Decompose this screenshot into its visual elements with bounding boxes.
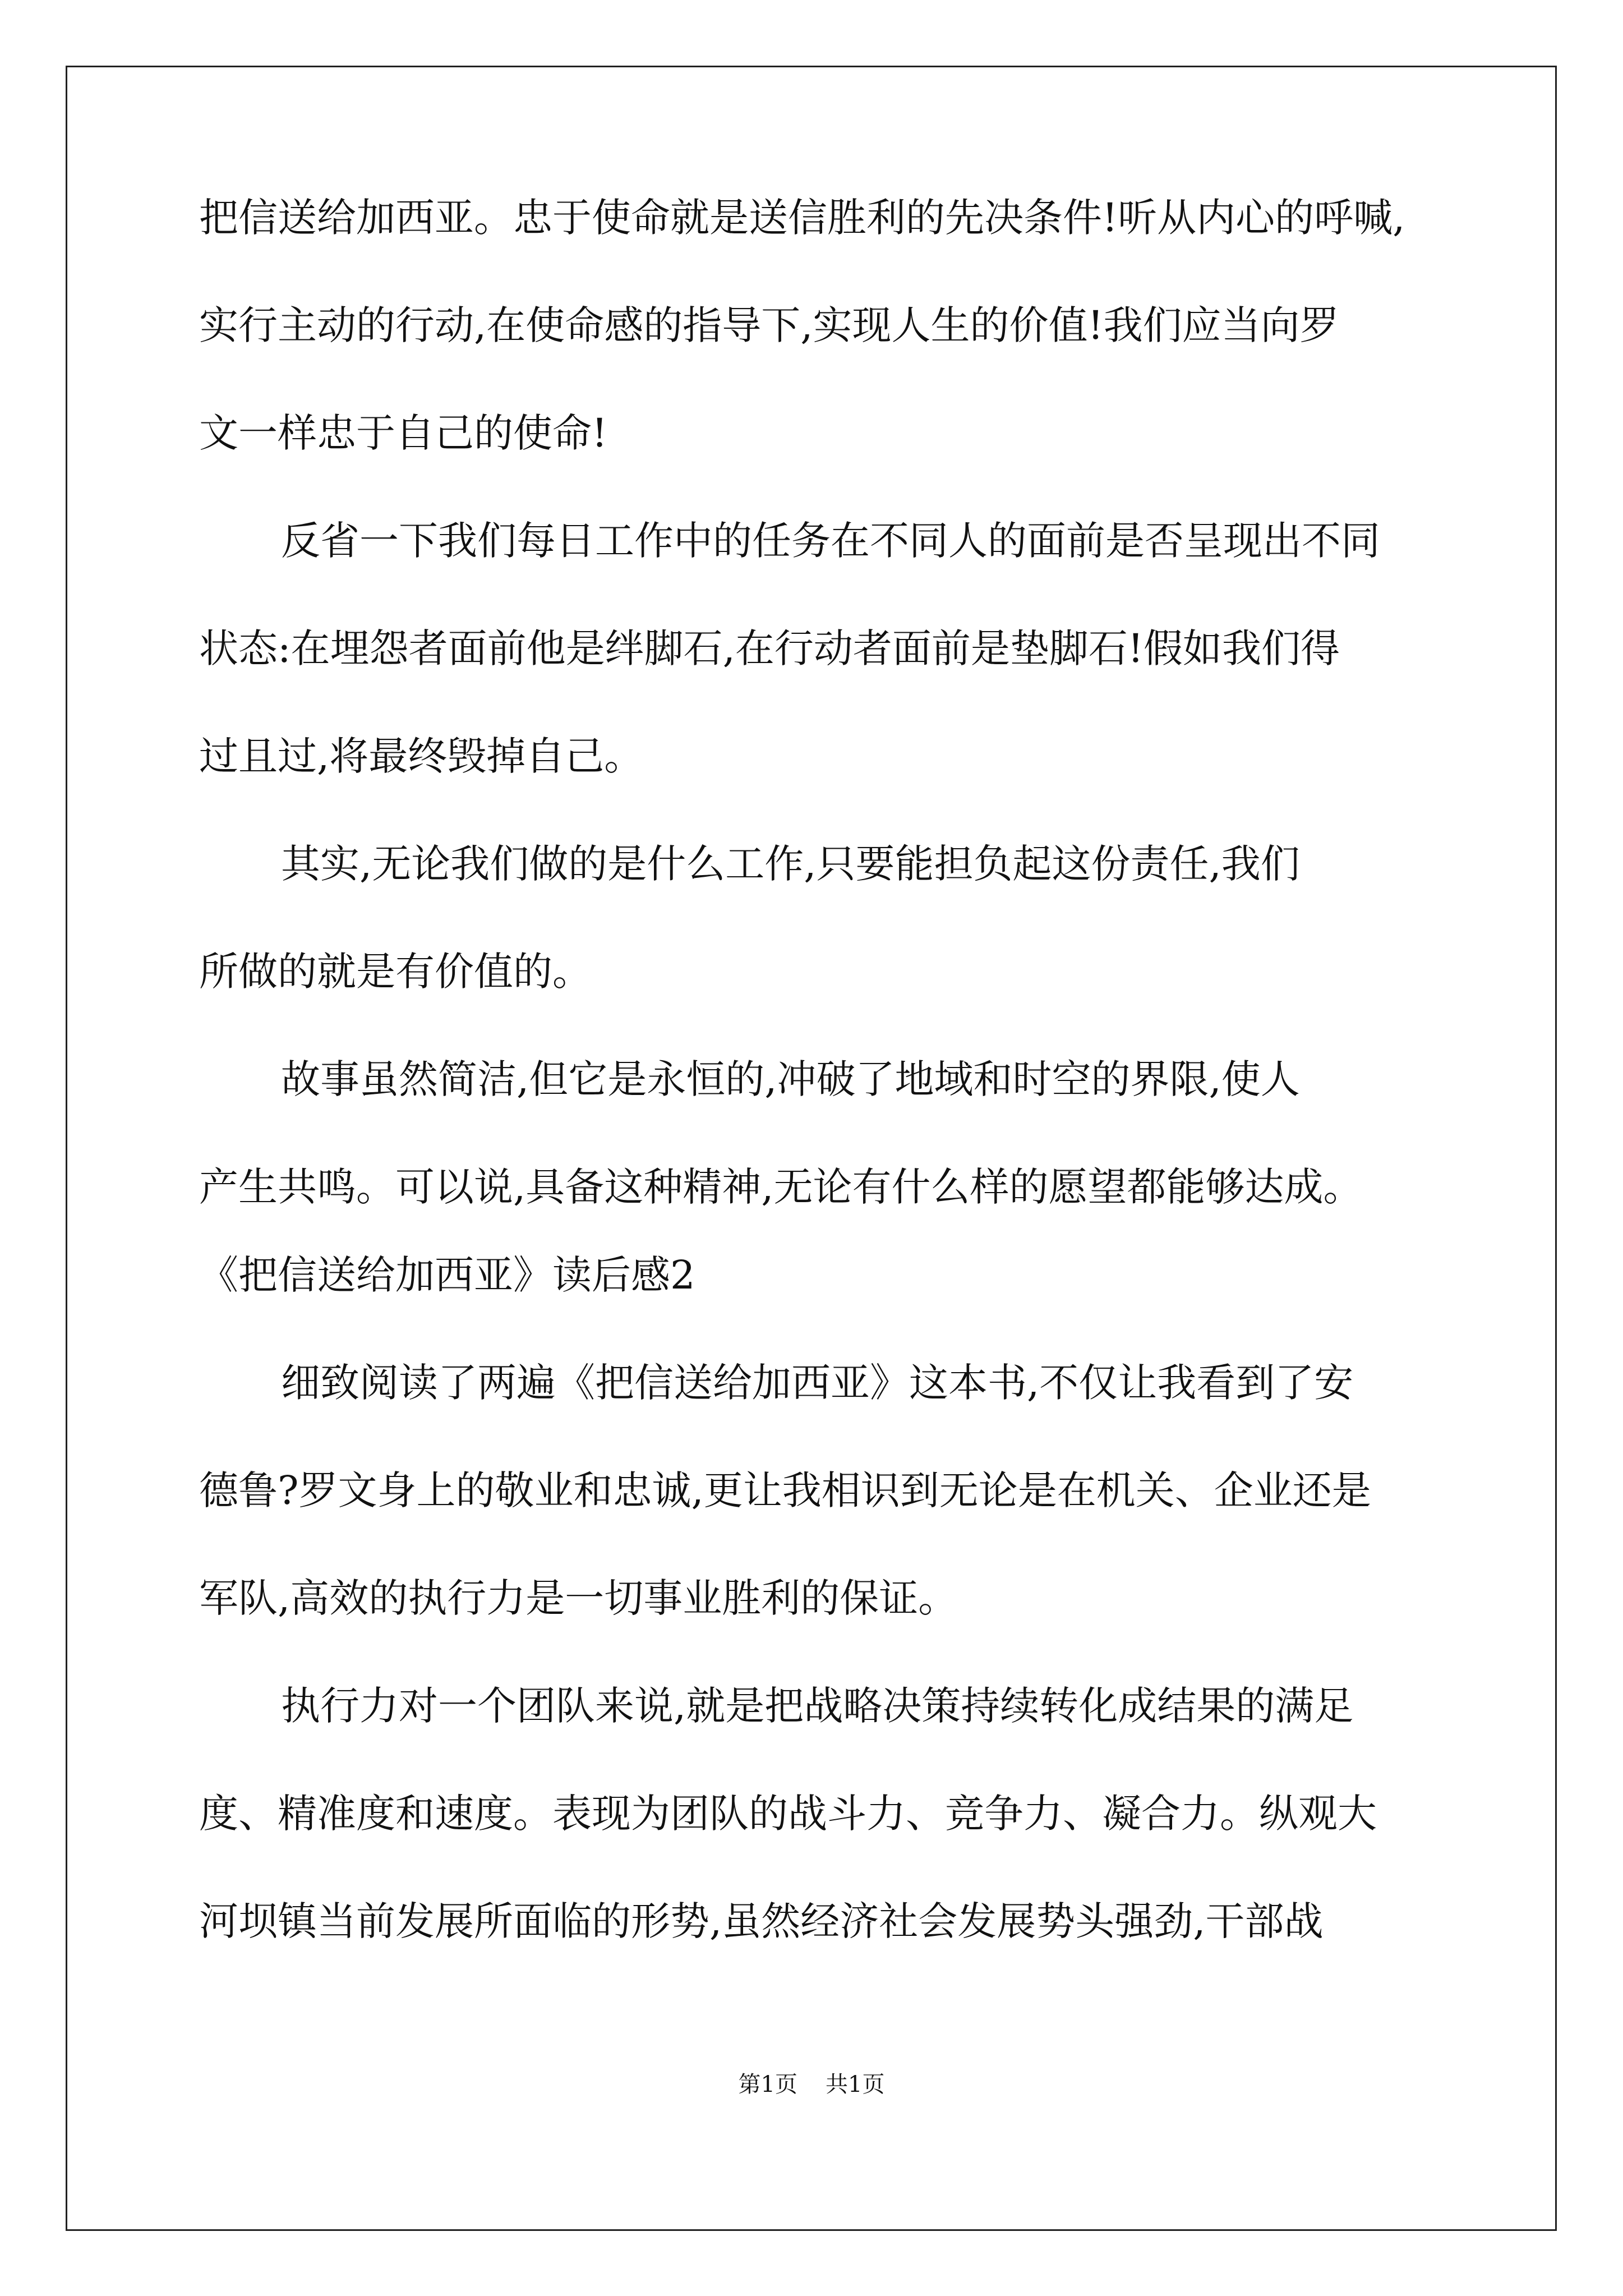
paragraph-first-line: 其实,无论我们做的是什么工作,只要能担负起这份责任,我们 (281, 841, 1300, 887)
page-number: 第1页 (738, 2072, 797, 2097)
text-line: 把信送给加西亚。忠于使命就是送信胜利的先决条件!听从内心的呼喊, (199, 195, 1405, 241)
text-line: 所做的就是有价值的。 (199, 949, 592, 995)
page-footer (0, 2070, 1623, 2099)
paragraph-first-line: 反省一下我们每日工作中的任务在不同人的面前是否呈现出不同 (281, 518, 1380, 564)
text-line: 军队,高效的执行力是一切事业胜利的保证。 (199, 1575, 958, 1621)
text-line: 状态:在埋怨者面前他是绊脚石,在行动者面前是垫脚石!假如我们得 (199, 625, 1340, 671)
paragraph-first-line: 细致阅读了两遍《把信送给加西亚》这本书,不仅让我看到了安 (281, 1360, 1354, 1406)
page-total: 共1页 (826, 2072, 885, 2097)
text-line: 文一样忠于自己的使命! (199, 410, 608, 456)
text-line: 实行主动的行动,在使命感的指导下,实现人生的价值!我们应当向罗 (199, 302, 1339, 348)
text-line: 度、精准度和速度。表现为团队的战斗力、竞争力、凝合力。纵观大 (199, 1791, 1377, 1837)
paragraph-first-line: 故事虽然简洁,但它是永恒的,冲破了地域和时空的界限,使人 (281, 1056, 1300, 1102)
section-heading: 《把信送给加西亚》读后感2 (199, 1252, 695, 1298)
text-line: 产生共鸣。可以说,具备这种精神,无论有什么样的愿望都能够达成。 (199, 1164, 1363, 1210)
text-line: 河坝镇当前发展所面临的形势,虽然经济社会发展势头强劲,干部战 (199, 1898, 1324, 1944)
paragraph-first-line: 执行力对一个团队来说,就是把战略决策持续转化成结果的满足 (281, 1683, 1354, 1729)
text-line: 过且过,将最终毁掉自己。 (199, 733, 644, 779)
text-line: 德鲁?罗文身上的敬业和忠诚,更让我相识到无论是在机关、企业还是 (199, 1467, 1371, 1513)
